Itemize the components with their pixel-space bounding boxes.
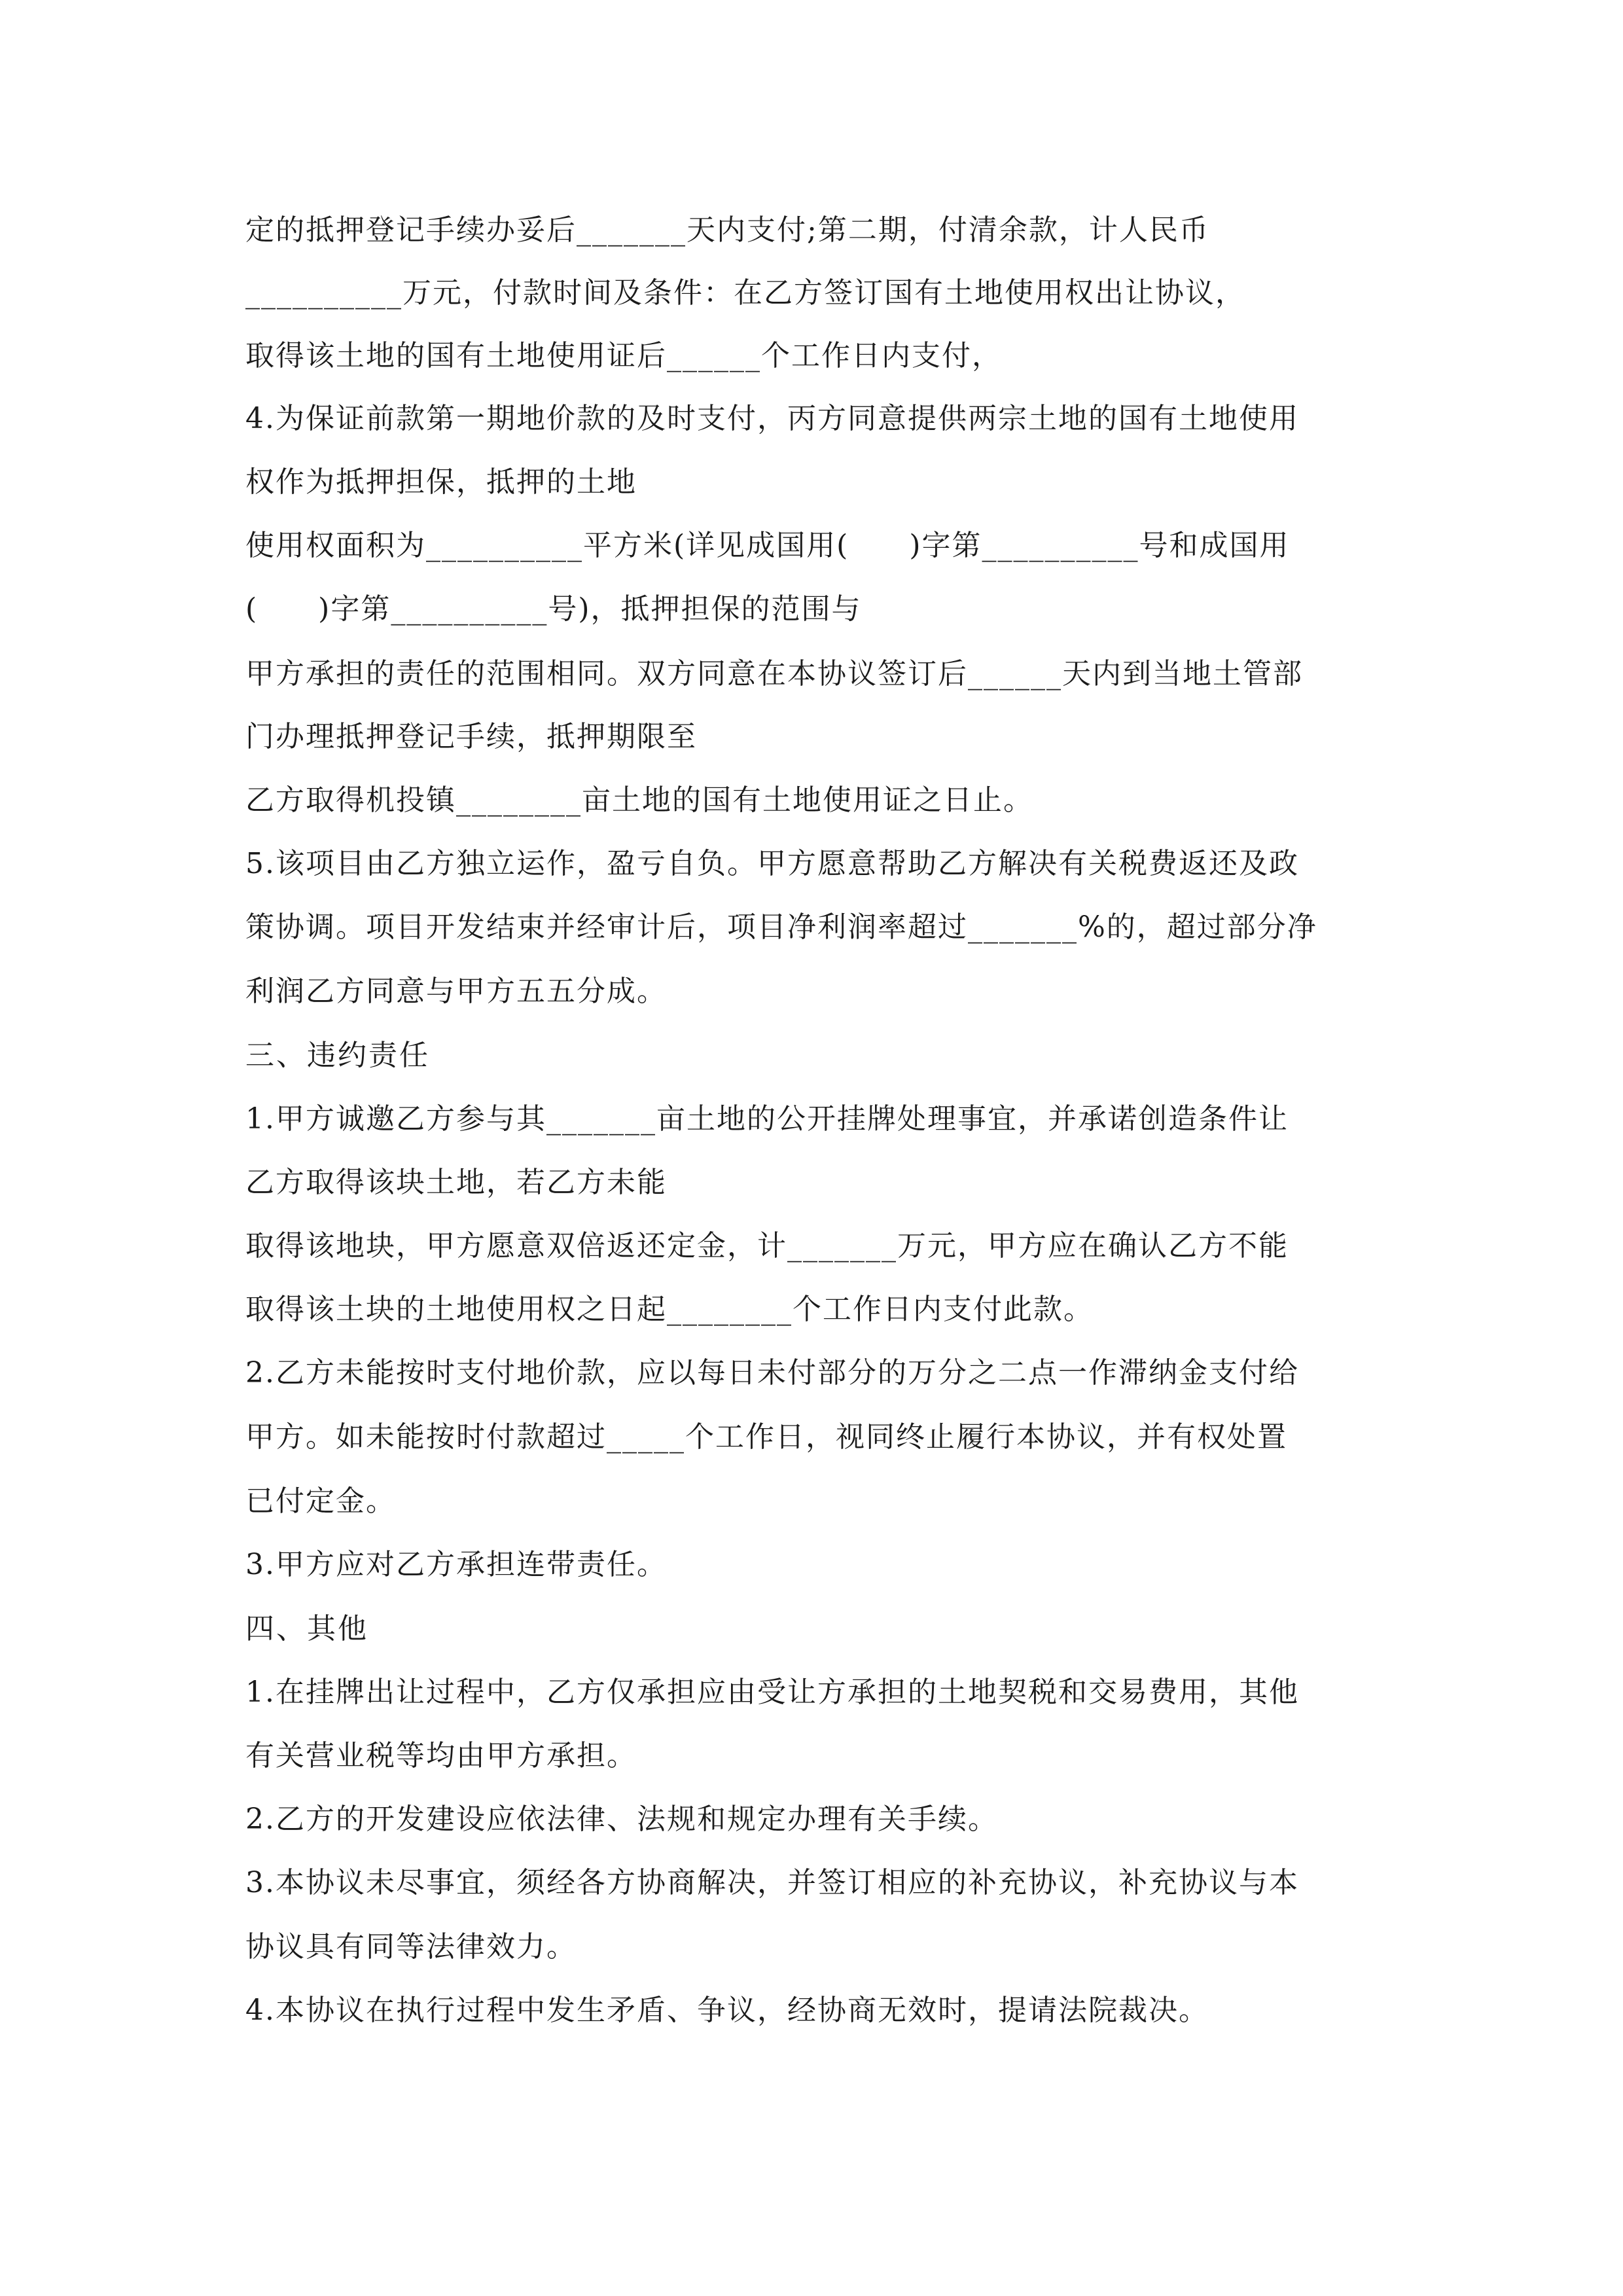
text-line: 取得该土地的国有土地使用证后______个工作日内支付，: [245, 339, 1002, 372]
text-line: 2.乙方的开发建设应依法律、法规和规定办理有关手续。: [245, 1803, 998, 1836]
text-line: 门办理抵押登记手续，抵押期限至: [245, 720, 697, 753]
text-line: 1.在挂牌出让过程中，乙方仅承担应由受让方承担的土地契税和交易费用，其他: [245, 1676, 1299, 1709]
text-line: 定的抵押登记手续办妥后_______天内支付;第二期，付清余款，计人民币: [245, 213, 1209, 247]
text-line: ( )字第__________号)，抵押担保的范围与: [245, 592, 862, 626]
text-line: 甲方。如未能按时付款超过_____个工作日，视同终止履行本协议，并有权处置: [245, 1420, 1287, 1454]
text-line: 使用权面积为__________平方米(详见成国用( )字第__________号和成国用: [245, 529, 1290, 562]
text-line: __________万元，付款时间及条件：在乙方签订国有土地使用权出让协议，: [245, 276, 1245, 310]
text-line: 有关营业税等均由甲方承担。: [245, 1739, 637, 1772]
text-line: 策协调。项目开发结束并经审计后，项目净利润率超过_______%的，超过部分净: [245, 910, 1317, 944]
text-line: 权作为抵押担保，抵押的土地: [245, 465, 637, 499]
text-line: 取得该土块的土地使用权之日起________个工作日内支付此款。: [245, 1293, 1094, 1326]
section-heading: 三、违约责任: [245, 1039, 430, 1072]
text-line: 2.乙方未能按时支付地价款，应以每日未付部分的万分之二点一作滞纳金支付给: [245, 1356, 1299, 1390]
section-heading: 四、其他: [245, 1612, 368, 1645]
text-line: 3.本协议未尽事宜，须经各方协商解决，并签订相应的补充协议，补充协议与本: [245, 1866, 1299, 1899]
text-line: 利润乙方同意与甲方五五分成。: [245, 975, 667, 1008]
text-line: 1.甲方诚邀乙方参与其_______亩土地的公开挂牌处理事宜，并承诺创造条件让: [245, 1102, 1289, 1136]
text-line: 协议具有同等法律效力。: [245, 1930, 577, 1964]
text-line: 4.本协议在执行过程中发生矛盾、争议，经协商无效时，提请法院裁决。: [245, 1994, 1209, 2027]
text-line: 已付定金。: [245, 1484, 396, 1518]
text-line: 5.该项目由乙方独立运作，盈亏自负。甲方愿意帮助乙方解决有关税费返还及政: [245, 847, 1299, 880]
text-line: 乙方取得机投镇________亩土地的国有土地使用证之日止。: [245, 783, 1033, 817]
text-line: 取得该地块，甲方愿意双倍返还定金，计_______万元，甲方应在确认乙方不能: [245, 1229, 1289, 1263]
text-line: 3.甲方应对乙方承担连带责任。: [245, 1548, 667, 1581]
text-line: 甲方承担的责任的范围相同。双方同意在本协议签订后______天内到当地土管部: [245, 657, 1303, 691]
text-line: 乙方取得该块土地，若乙方未能: [245, 1166, 667, 1199]
text-line: 4.为保证前款第一期地价款的及时支付，丙方同意提供两宗土地的国有土地使用: [245, 402, 1299, 435]
